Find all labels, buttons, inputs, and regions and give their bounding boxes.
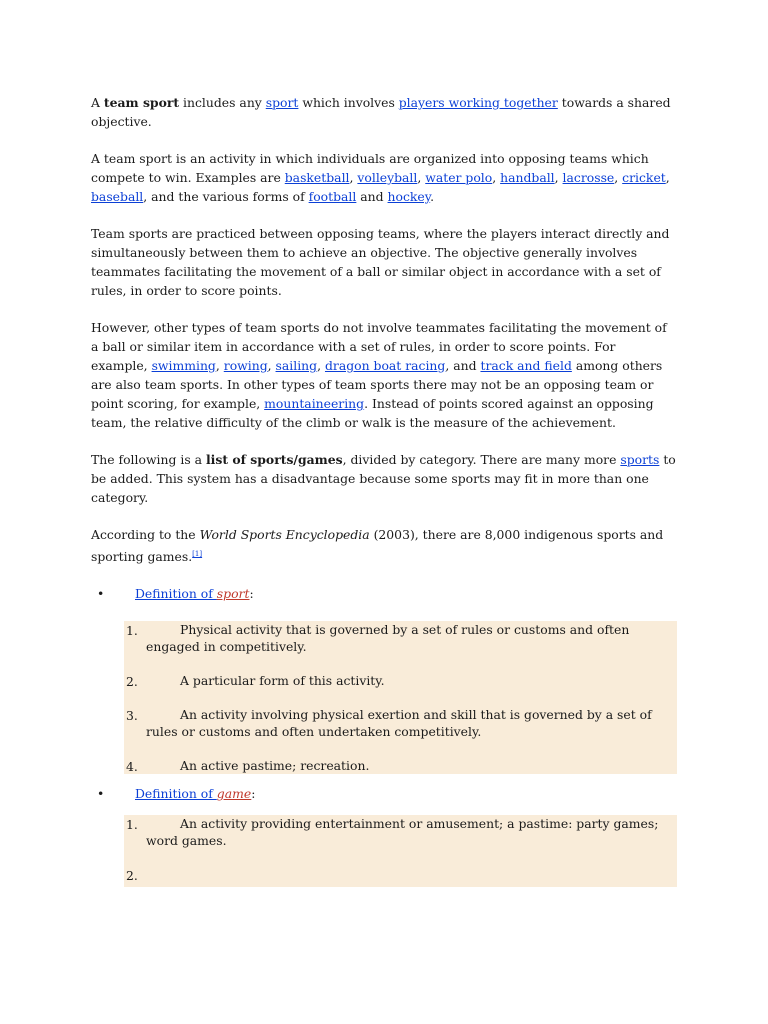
link-volleyball[interactable]: volleyball <box>357 170 418 185</box>
link-sport[interactable]: sport <box>265 95 299 110</box>
link-basketball[interactable]: basketball <box>284 170 350 185</box>
intro-paragraph: A team sport includes any sport which involves players working together towards a shared objective. <box>91 95 671 129</box>
item-text: Physical activity that is governed by a set of rules or customs and often engaged in competitively. <box>146 622 630 655</box>
team-sport-term: team sport <box>103 95 180 110</box>
examples-paragraph: A team sport is an activity in which individuals are organized into opposing teams which compete to win. Examples are basketball, volleyball, water polo, handball, lacrosse, cricket, baseball, and the various forms of football and hockey. <box>91 151 670 204</box>
link-track-and-field[interactable]: track and field <box>480 358 572 373</box>
definition-game-bullet: • Definition of game: <box>97 786 256 802</box>
link-lacrosse[interactable]: lacrosse <box>562 170 615 185</box>
document-body <box>91 93 676 897</box>
link-sailing[interactable]: sailing <box>275 358 318 373</box>
other-team-sports-paragraph: However, other types of team sports do not involve teammates facilitating the movement of a ball or similar item in accordance with a set of rules, in order to score points. For example, swimming, rowing, sailing, dragon boat racing, and track and field among others are also team sports. In other types of team sports there may not be an opposing team or point scoring, for example, mountaineering. Instead of points scored against an opposing team, the relative difficulty of the climb or walk is the measure of the achievement. <box>91 320 667 430</box>
link-handball[interactable]: handball <box>500 170 555 185</box>
link-mountaineering[interactable]: mountaineering <box>264 396 365 411</box>
link-hockey[interactable]: hockey <box>387 189 431 204</box>
item-number: 2. <box>126 868 138 884</box>
item-number: 4. <box>126 759 138 775</box>
definition-term-sport: sport <box>216 586 250 602</box>
item-number: 2. <box>126 674 138 690</box>
bullet-icon: • <box>97 786 105 802</box>
item-number: 3. <box>126 708 138 724</box>
bullet-icon: • <box>97 586 105 602</box>
reference-link-1[interactable]: [1] <box>192 550 203 558</box>
link-definition-of-game[interactable]: Definition of game <box>135 786 252 802</box>
definition-item <box>124 757 677 774</box>
item-text: A particular form of this activity. <box>180 673 385 689</box>
link-rowing[interactable]: rowing <box>223 358 268 373</box>
list-term: list of sports/games <box>205 452 343 467</box>
list-intro-paragraph: The following is a list of sports/games, divided by category. There are many more sports to be added. This system has a disadvantage because some sports may fit in more than one category. <box>91 452 676 505</box>
link-football[interactable]: football <box>308 189 357 204</box>
item-text: An active pastime; recreation. <box>180 758 370 774</box>
definition-term-game: game <box>216 786 252 802</box>
game-definition-list <box>124 815 677 887</box>
definition-item <box>124 866 677 883</box>
link-players-working-together[interactable]: players working together <box>398 95 558 110</box>
link-dragon-boat-racing[interactable]: dragon boat racing <box>324 358 446 373</box>
definition-item <box>124 815 677 849</box>
link-sports[interactable]: sports <box>620 452 660 467</box>
link-water-polo[interactable]: water polo <box>425 170 493 185</box>
link-definition-of-sport[interactable]: Definition of sport <box>135 586 250 602</box>
item-text: An activity providing entertainment or amusement; a pastime: party games; word games. <box>146 816 659 849</box>
encyclopedia-paragraph: According to the World Sports Encyclopedia (2003), there are 8,000 indigenous sports and sporting games.[1] <box>91 527 664 565</box>
item-number: 1. <box>126 623 138 639</box>
link-cricket[interactable]: cricket <box>622 170 666 185</box>
item-text: An activity involving physical exertion and skill that is governed by a set of rules or customs and often undertaken competitively. <box>146 707 652 740</box>
definition-item <box>124 672 677 689</box>
sport-definition-list <box>124 621 677 774</box>
definition-sport-bullet: • Definition of sport: <box>97 586 254 602</box>
encyclopedia-title: World Sports Encyclopedia <box>199 527 370 542</box>
definition-item <box>124 706 677 740</box>
team-sports-paragraph: Team sports are practiced between opposing teams, where the players interact directly and simultaneously between them to achieve an objective. The objective generally involves teammates facilitating the movement of a ball or similar object in accordance with a set of rules, in order to score points. <box>91 226 670 298</box>
link-baseball[interactable]: baseball <box>91 189 144 204</box>
item-number: 1. <box>126 817 138 833</box>
link-swimming[interactable]: swimming <box>151 358 216 373</box>
definition-item <box>124 621 677 655</box>
